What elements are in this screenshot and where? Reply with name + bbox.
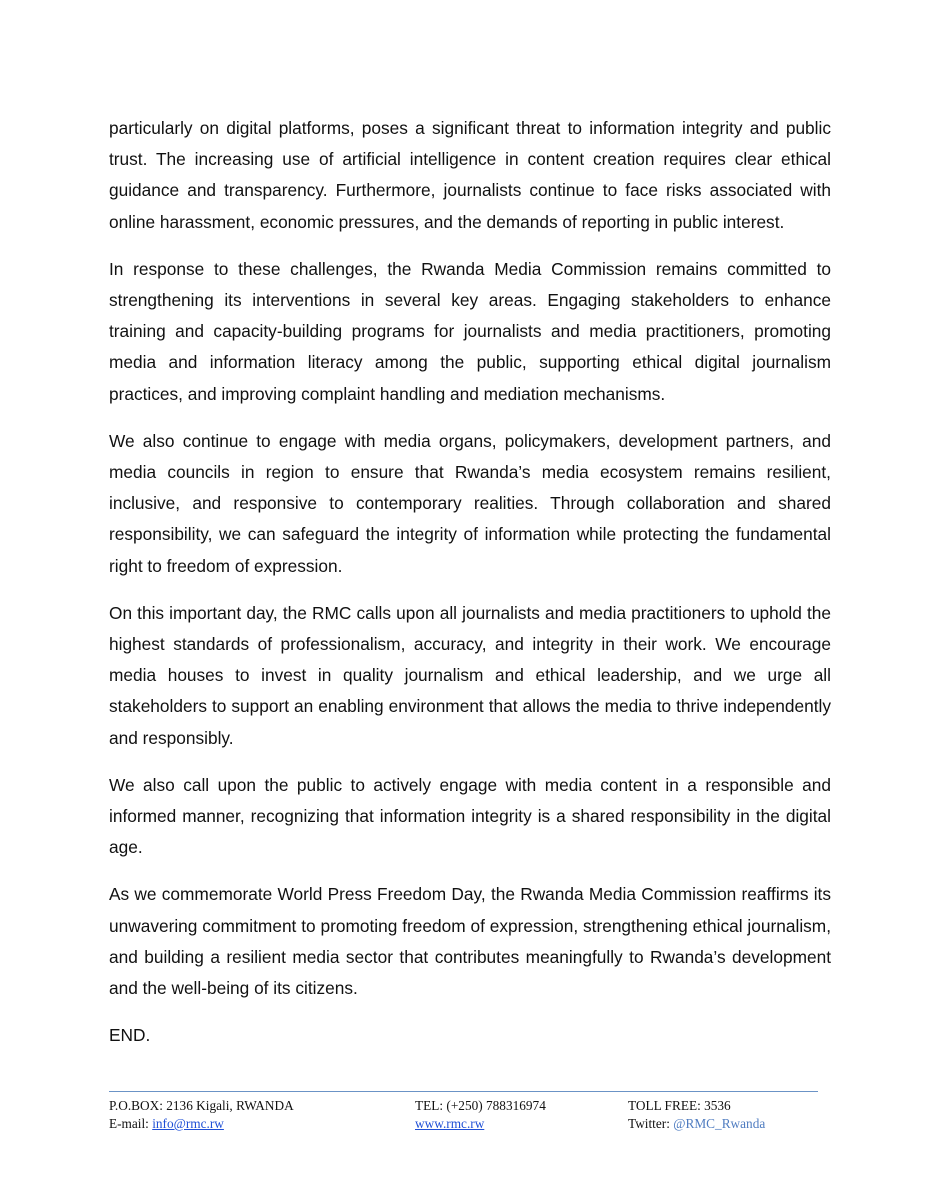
- paragraph-1: particularly on digital platforms, poses a significant threat to information integrity and public trust. The increasing use of artificial intelligence in content creation requires clear ethical guidance and transparency. Furthermore, journalists continue to face risks associated with online harassment, economic pressures, and the demands of reporting in public interest.: [109, 118, 831, 232]
- footer-email-label: E-mail:: [109, 1116, 153, 1131]
- footer-pobox: P.O.BOX: 2136 Kigali, RWANDA: [109, 1098, 294, 1113]
- paragraph-3: We also continue to engage with media organs, policymakers, development partners, and media councils in region to ensure that Rwanda’s media ecosystem remains resilient, inclusive, and responsive to contemporary realities. Through collaboration and shared responsibility, we can safeguard the integrity of information while protecting the fundamental right to freedom of expression.: [109, 430, 831, 576]
- footer-twitter-label: Twitter:: [628, 1116, 674, 1131]
- footer-twitter: [628, 1115, 765, 1133]
- footer-website: [415, 1115, 484, 1133]
- footer-email: [109, 1115, 224, 1133]
- footer-toll-free: TOLL FREE: 3536: [628, 1098, 731, 1113]
- paragraph-6: As we commemorate World Press Freedom Day, the Rwanda Media Commission reaffirms its unwavering commitment to promoting freedom of expression, strengthening ethical journalism, and building a resilient media sector that contributes meaningfully to Rwanda’s development and the well-being of its citizens.: [109, 884, 831, 999]
- paragraph-5: We also call upon the public to actively engage with media content in a responsible and informed manner, recognizing that information integrity is a shared responsibility in the digital age.: [109, 774, 831, 858]
- email-link[interactable]: info@rmc.rw: [152, 1116, 224, 1131]
- footer-row-2: [109, 1115, 829, 1133]
- twitter-handle-link[interactable]: @RMC_Rwanda: [673, 1116, 766, 1131]
- end-marker: END.: [109, 1025, 151, 1046]
- paragraph-4: On this important day, the RMC calls upon all journalists and media practitioners to uphold the highest standards of professionalism, accuracy, and integrity in their work. We encourage media houses to invest in quality journalism and ethical leadership, and we urge all stakeholders to support an enabling environment that allows the media to thrive independently and responsibly.: [109, 602, 831, 748]
- document-body: [109, 113, 831, 1067]
- website-link[interactable]: www.rmc.rw: [415, 1116, 485, 1131]
- footer-divider: [109, 1091, 818, 1092]
- footer-tel: TEL: (+250) 788316974: [415, 1098, 546, 1113]
- footer-row-1: [109, 1097, 829, 1115]
- paragraph-2: In response to these challenges, the Rwanda Media Commission remains committed to strengthening its interventions in several key areas. Engaging stakeholders to enhance training and capacity-building programs for journalists and media practitioners, promoting media and information literacy among the public, supporting ethical digital journalism practices, and improving complaint handling and mediation mechanisms.: [109, 258, 831, 404]
- footer: [109, 1097, 829, 1133]
